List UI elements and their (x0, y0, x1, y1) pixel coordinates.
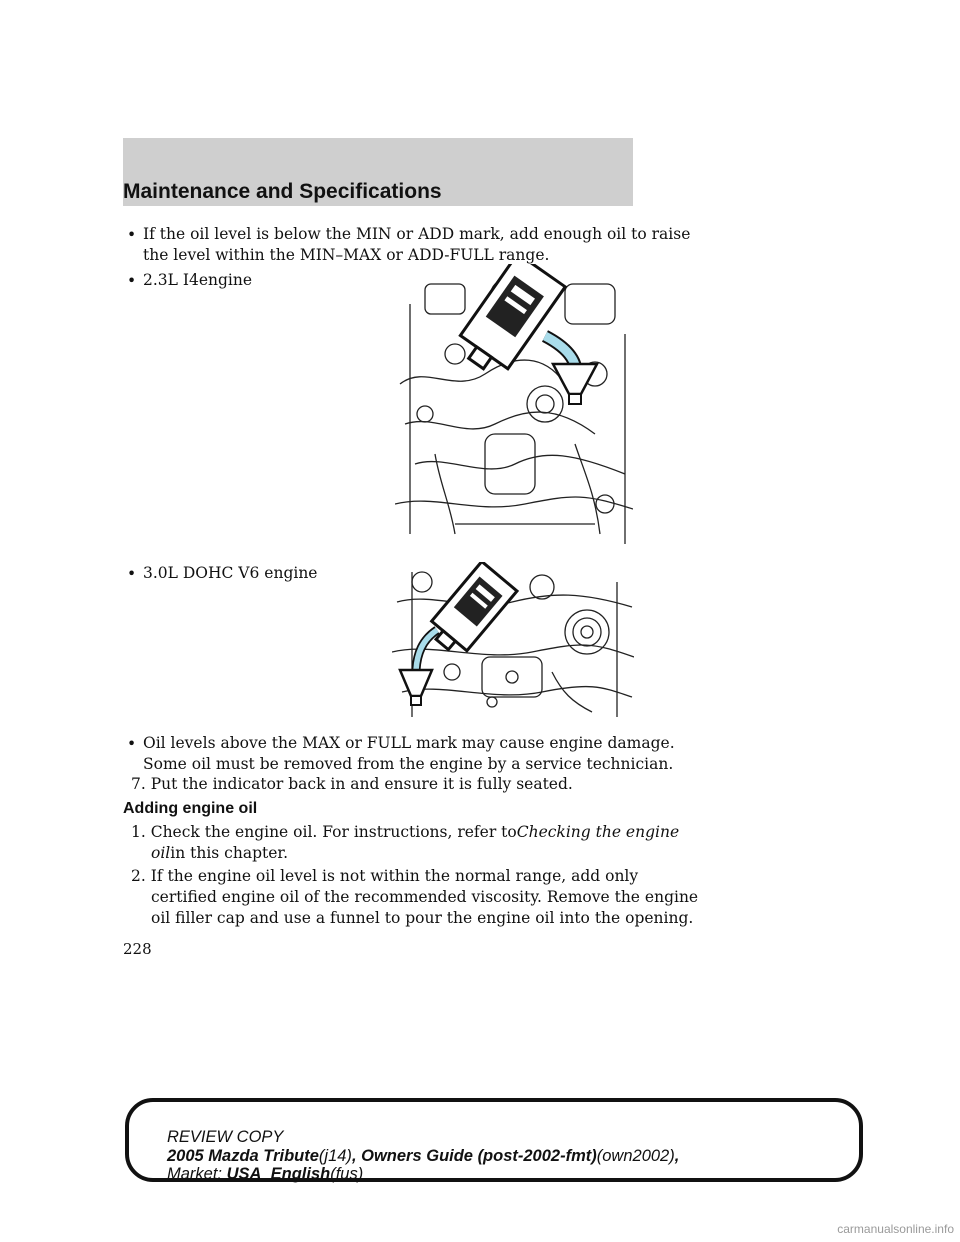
page-number: 228 (123, 940, 152, 958)
market-label: Market: (167, 1165, 223, 1183)
guide-code: (own2002) (596, 1147, 675, 1165)
engine-label-v6: 3.0L DOHC V6 engine (143, 564, 318, 582)
engine-illustration-v6 (392, 562, 634, 722)
step-text: in this chapter. (170, 844, 289, 862)
adding-step-2: oil filler cap and use a funnel to pour the engine oil into the opening. (151, 909, 694, 927)
bullet-text: the level within the MIN–MAX or ADD-FULL range. (143, 246, 550, 264)
watermark: carmanualsonline.info (837, 1222, 954, 1236)
bullet-text: Oil levels above the MAX or FULL mark may cause engine damage. (143, 734, 675, 752)
separator: , (674, 1147, 680, 1165)
bullet-glyph: • (127, 735, 137, 753)
market-line (167, 1165, 363, 1184)
bullet-glyph: • (127, 272, 137, 290)
review-label: REVIEW COPY (167, 1128, 284, 1146)
doc-info-line (167, 1147, 679, 1166)
market-name: USA_English (226, 1165, 331, 1183)
cross-reference: Checking the engine (516, 823, 680, 841)
guide-name: Owners Guide (post-2002-fmt) (361, 1147, 597, 1165)
model-code: (j14) (318, 1147, 352, 1165)
adding-step-2: certified engine oil of the recommended viscosity. Remove the engine (151, 888, 699, 906)
bullet-text: Some oil must be removed from the engine by a service technician. (143, 755, 674, 773)
model-name: 2005 Mazda Tribute (167, 1147, 319, 1165)
adding-step-1 (131, 822, 679, 843)
bullet-glyph: • (127, 226, 137, 244)
section-title: Maintenance and Specifications (123, 180, 442, 203)
review-copy-box (125, 1098, 863, 1182)
adding-step-1-cont (151, 843, 288, 864)
separator: , (351, 1147, 357, 1165)
step-7: 7. Put the indicator back in and ensure it is fully seated. (131, 775, 573, 793)
bullet-glyph: • (127, 565, 137, 583)
adding-step-2: 2. If the engine oil level is not within the normal range, add only (131, 867, 639, 885)
step-text: 1. Check the engine oil. For instructions, refer to (131, 823, 517, 841)
engine-illustration-i4 (395, 264, 633, 548)
subsection-heading: Adding engine oil (123, 800, 258, 817)
cross-reference: oil (151, 844, 171, 862)
market-code: (fus) (330, 1165, 364, 1183)
bullet-text: If the oil level is below the MIN or ADD mark, add enough oil to raise (143, 225, 691, 243)
engine-label-i4: 2.3L I4engine (143, 271, 253, 289)
